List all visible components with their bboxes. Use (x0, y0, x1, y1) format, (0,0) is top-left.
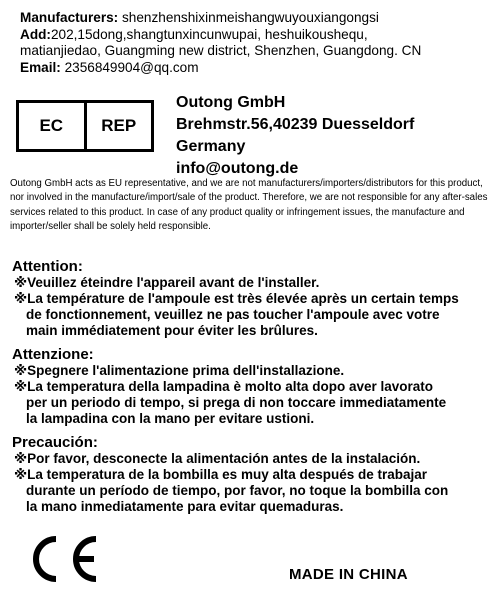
rep-email: info@outong.de (176, 160, 299, 177)
manufacturer-name: shenzhenshixinmeishangwuyouxiangongsi (118, 10, 379, 25)
warning-item: ※Por favor, desconecte la alimentación antes de la instalación. (14, 451, 421, 466)
ce-mark-icon (28, 533, 108, 585)
address-text-1: 202,15dong,shangtunxincunwupai, heshuikoushequ, (50, 26, 368, 42)
ec-rep-right: REP (101, 116, 137, 135)
warning-item: ※La température de l'ampoule est très élevée après un certain temps (14, 291, 459, 306)
ec-rep-symbol (16, 100, 154, 152)
made-in-label: MADE IN CHINA (289, 566, 408, 583)
warning-section-italian (12, 346, 492, 427)
warning-item-continued: durante un período de tiempo, por favor, no toque la bombilla con (26, 483, 449, 498)
email-line (20, 60, 492, 77)
warning-item: ※Spegnere l'alimentazione prima dell'installazione. (14, 363, 345, 378)
manufacturer-info (20, 10, 492, 76)
warning-section-spanish (12, 434, 492, 515)
warning-item: ※La temperatura della lampadina è molto alta dopo aver lavorato (14, 379, 433, 394)
warning-item-continued: la lampadina con la mano per evitare ustioni. (26, 411, 315, 426)
warning-heading: Attenzione: (12, 346, 94, 363)
manufacturer-label: Manufacturers: (20, 10, 119, 25)
address-line-1 (20, 27, 492, 44)
ec-rep-left: EC (19, 103, 87, 149)
eu-representative-info (176, 92, 414, 180)
address-line-2: matianjiedao, Guangming new district, Shenzhen, Guangdong. CN (20, 43, 422, 58)
warning-item: ※Veuillez éteindre l'appareil avant de l'installer. (14, 275, 320, 290)
rep-company: Outong GmbH (176, 94, 286, 111)
warning-item: ※La temperatura de la bombilla es muy alta después de trabajar (14, 467, 428, 482)
email-label: Email: (20, 59, 61, 75)
warning-item-continued: per un periodo di tempo, si prega di non toccare immediatamente (26, 395, 447, 410)
manufacturer-line (20, 10, 492, 27)
warning-heading: Precaución: (12, 434, 98, 451)
rep-street: Brehmstr.56,40239 Duesseldorf (176, 116, 415, 133)
warning-item-continued: la mano inmediatamente para evitar quemaduras. (26, 499, 344, 514)
rep-country: Germany (176, 138, 246, 155)
warning-section-french (12, 258, 492, 339)
warning-item-continued: de fonctionnement, veuillez ne pas toucher l'ampoule avec votre (26, 307, 440, 322)
warning-heading: Attention: (12, 258, 83, 275)
address-label: Add: (20, 26, 51, 42)
disclaimer-text: Outong GmbH acts as EU representative, and we are not manufacturers/importers/distributors for this product, nor involved in the manufacture/import/sale of the product. Therefore, we are not responsible for any after-sales services related to this product. In case of any product quality or infringement issues, the manufacture and importer/seller shall be solely held responsible. (10, 178, 488, 233)
warning-item-continued: main immédiatement pour éviter les brûlures. (26, 323, 318, 338)
email-text: 2356849904@qq.com (60, 59, 199, 75)
